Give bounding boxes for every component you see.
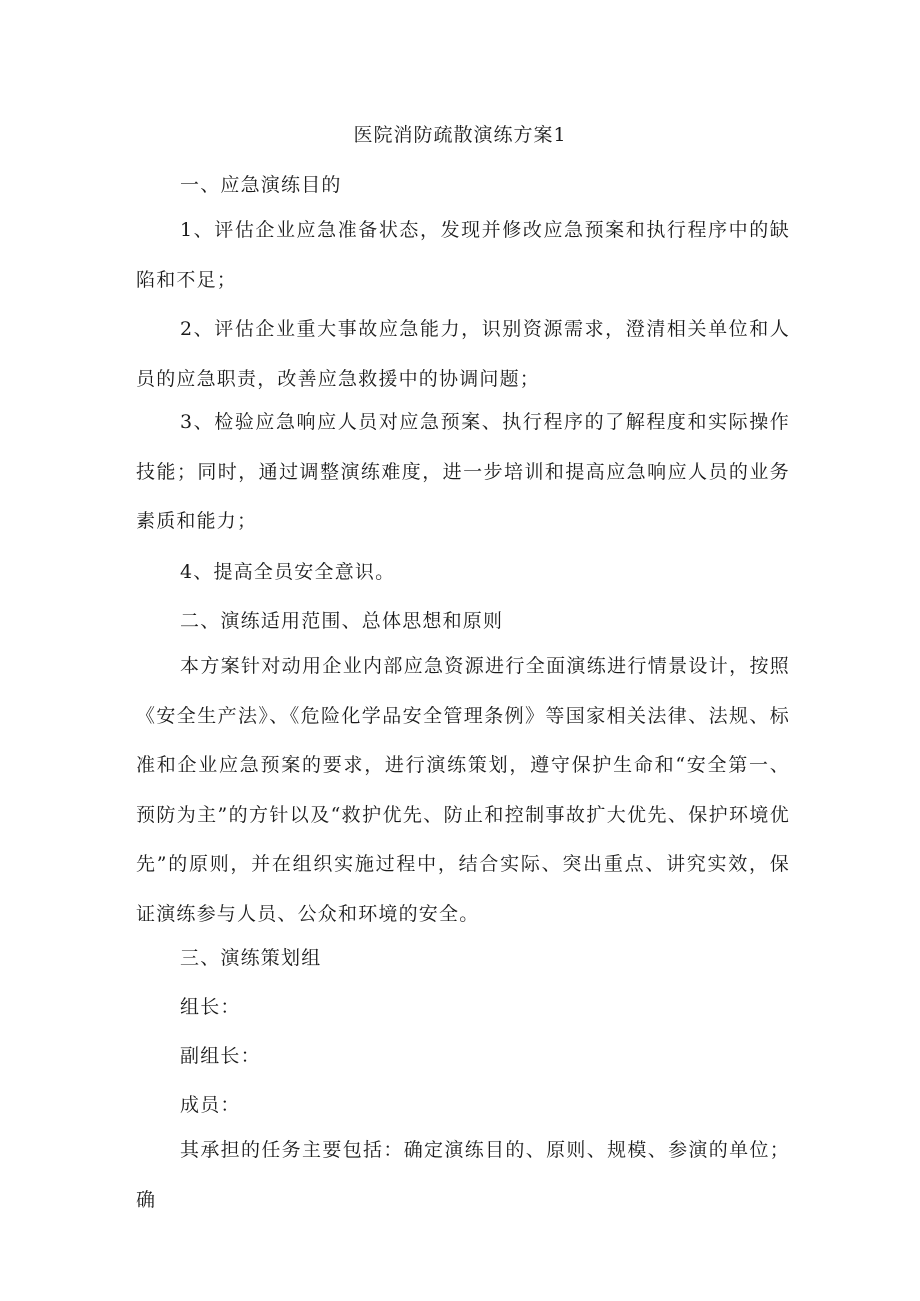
section-heading-1: 一、应急演练目的 (180, 174, 342, 196)
deputy-leader-line: 副组长： (180, 1045, 261, 1067)
paragraph-1: 1、评估企业应急准备状态，发现并修改应急预案和执行程序中的缺陷和不足； (136, 219, 790, 291)
leader-line: 组长： (180, 996, 241, 1018)
paragraph-6: 其承担的任务主要包括：确定演练目的、原则、规模、参演的单位；确 (136, 1139, 790, 1211)
members-line: 成员： (180, 1094, 241, 1116)
paragraph-2: 2、评估企业重大事故应急能力，识别资源需求，澄清相关单位和人员的应急职责，改善应急救援中的协调问题； (136, 318, 790, 390)
document-title: 医院消防疏散演练方案1 (353, 124, 567, 146)
section-heading-2: 二、演练适用范围、总体思想和原则 (180, 610, 504, 632)
paragraph-5: 本方案针对动用企业内部应急资源进行全面演练进行情景设计，按照《安全生产法》、《危险化学品安全管理条例》等国家相关法律、法规、标准和企业应急预案的要求，进行演练策划，遵守保护生命和“安全第一、预防为主”的方针以及“救护优先、防止和控制事故扩大优先、保护环境优先”的原则，并在组织实施过程中，结合实际、突出重点、讲究实效，保证演练参与人员、公众和环境的安全。 (136, 655, 790, 925)
section-heading-3: 三、演练策划组 (180, 947, 322, 969)
paragraph-4: 4、提高全员安全意识。 (180, 561, 396, 583)
paragraph-3: 3、检验应急响应人员对应急预案、执行程序的了解程度和实际操作技能；同时，通过调整演练难度，进一步培训和提高应急响应人员的业务素质和能力； (136, 411, 790, 532)
